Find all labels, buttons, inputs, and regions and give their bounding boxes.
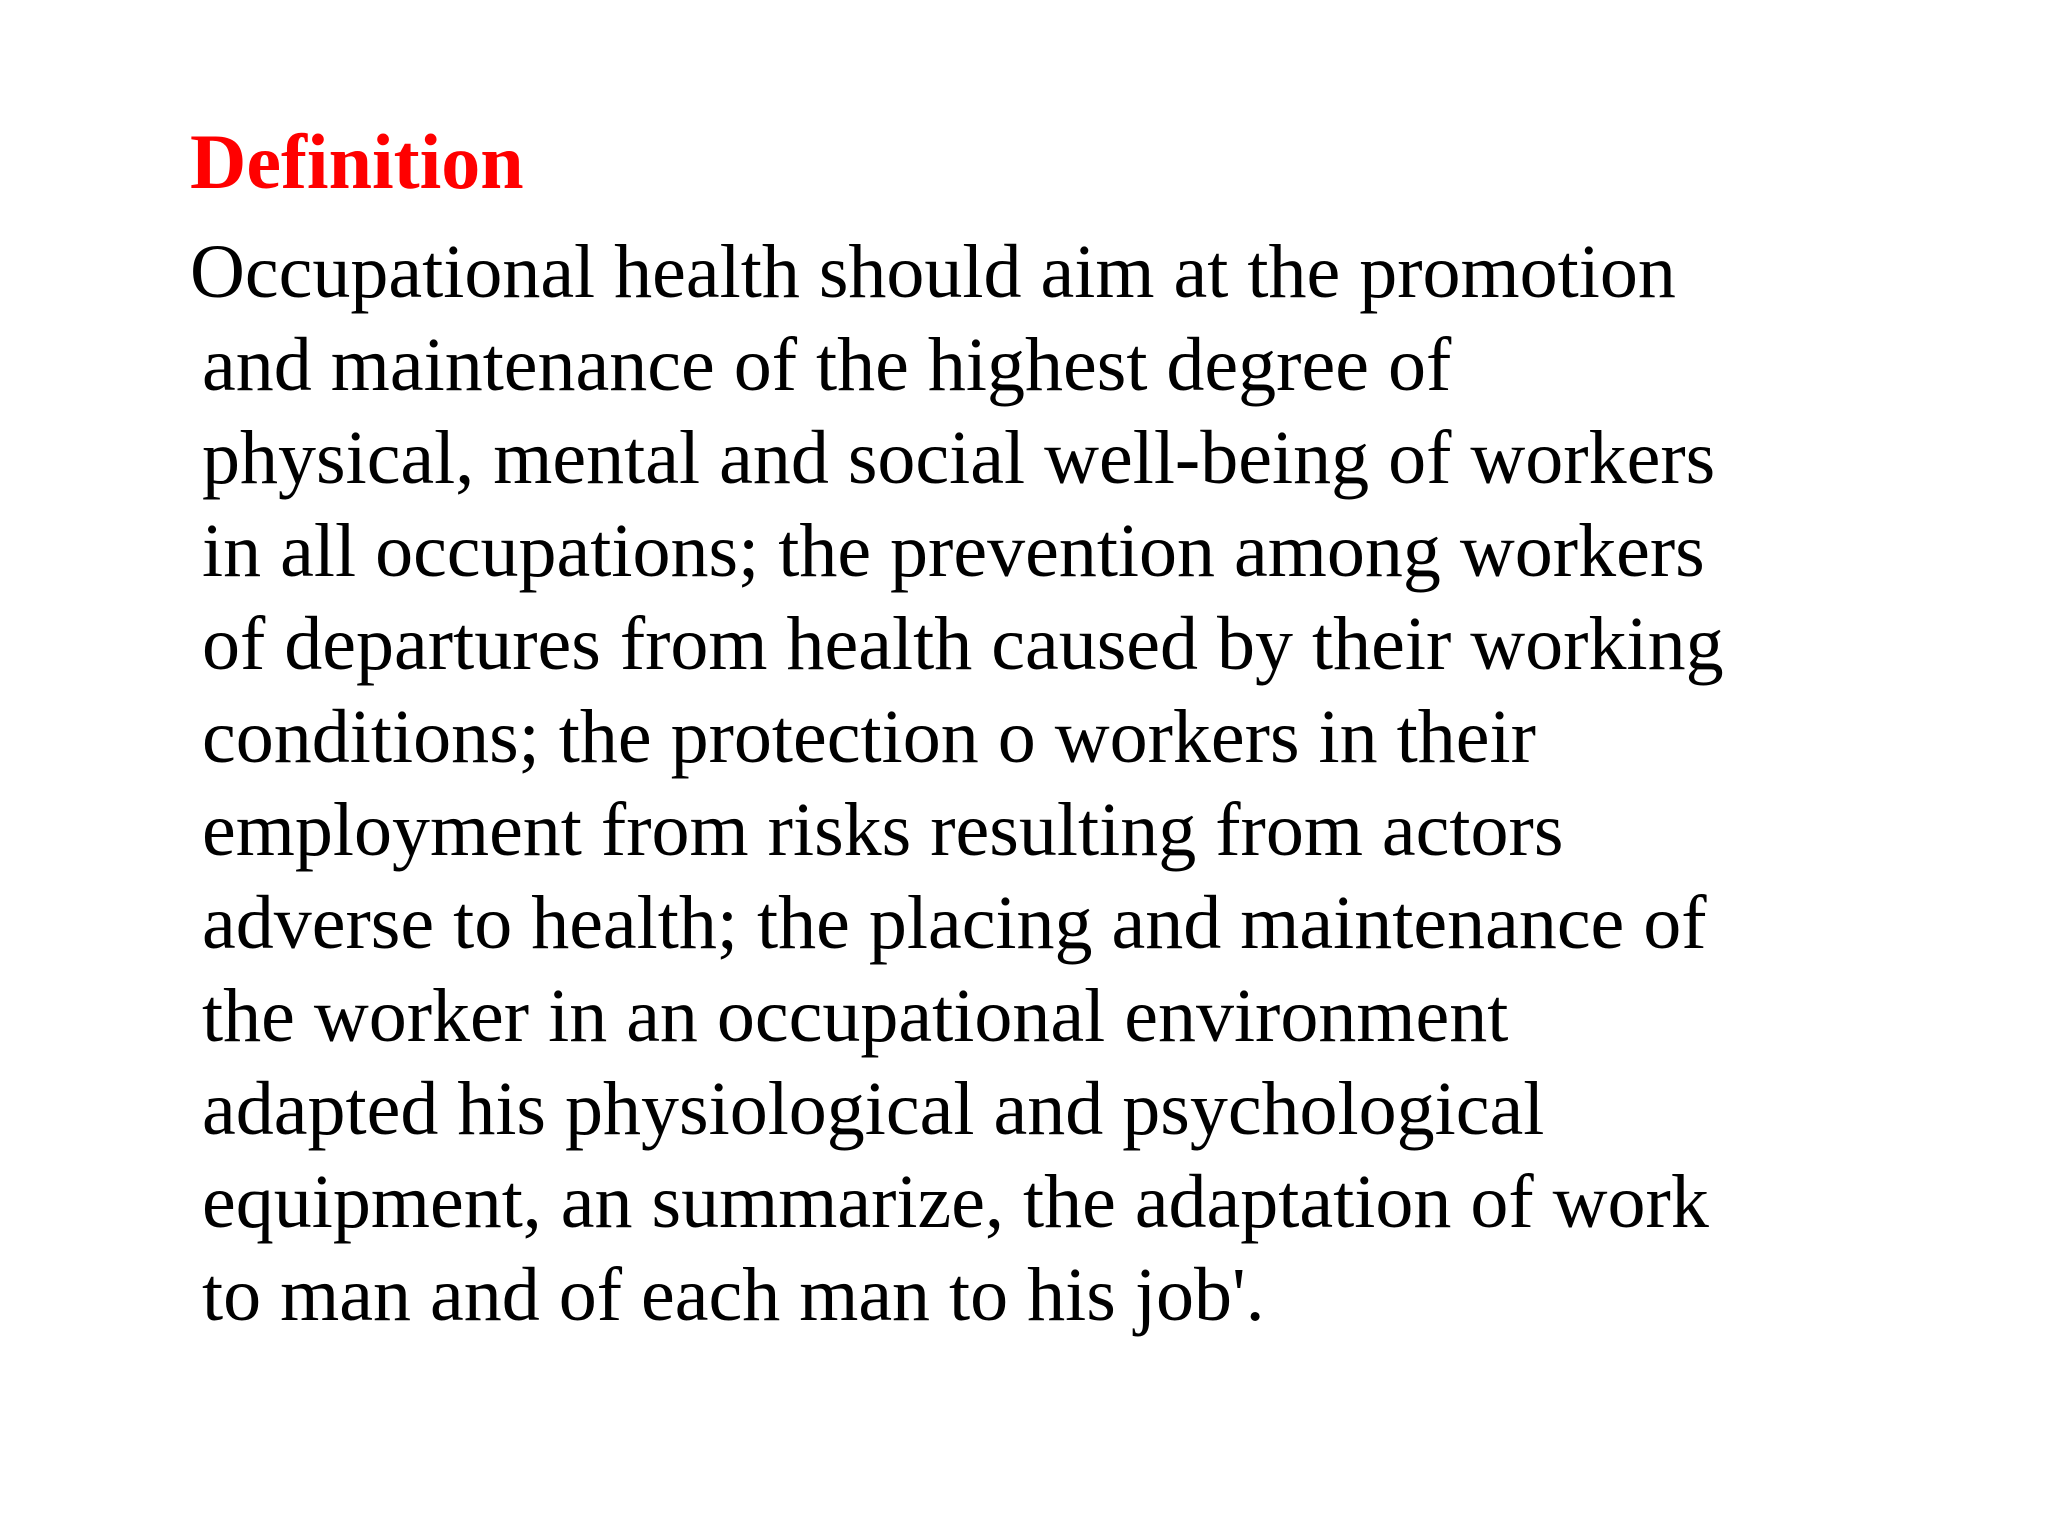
definition-line: equipment, an summarize, the adaptation of work: [202, 1160, 1709, 1244]
definition-line: and maintenance of the highest degree of: [202, 323, 1452, 407]
definition-line: of departures from health caused by their working: [202, 602, 1724, 686]
definition-line: Occupational health should aim at the promotion: [190, 230, 1676, 314]
definition-line: adapted his physiological and psychological: [202, 1067, 1545, 1151]
definition-line: physical, mental and social well-being of workers: [202, 416, 1716, 500]
definition-line: the worker in an occupational environment: [202, 974, 1509, 1058]
definition-paragraph: [190, 226, 2010, 1342]
definition-line: to man and of each man to his job'.: [202, 1253, 1265, 1337]
definition-line: in all occupations; the prevention among workers: [202, 509, 1705, 593]
slide-heading: Definition: [190, 118, 524, 205]
definition-line: adverse to health; the placing and maintenance of: [202, 881, 1707, 965]
definition-line: conditions; the protection o workers in their: [202, 695, 1536, 779]
definition-line: employment from risks resulting from actors: [202, 788, 1564, 872]
